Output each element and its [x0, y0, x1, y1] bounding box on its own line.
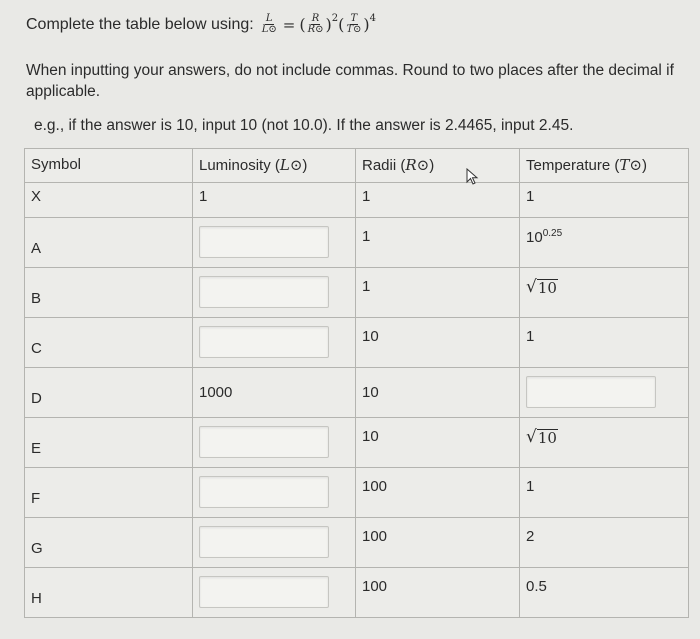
table-row [25, 368, 689, 418]
luminosity-value: 1 [199, 188, 208, 205]
table-row [25, 318, 689, 368]
table-row [25, 268, 689, 318]
table-row [25, 418, 689, 468]
formula-r: R [311, 13, 320, 24]
luminosity-answer-input[interactable] [199, 576, 329, 608]
temperature-value: √ 10 [526, 277, 557, 297]
example-instructions: e.g., if the answer is 10, input 10 (not 10.0). If the answer is 2.4465, input 2.45. [34, 117, 574, 134]
row-symbol: D [31, 390, 42, 407]
row-symbol: X [31, 188, 42, 205]
formula-lsun: L⊙ [261, 24, 277, 35]
row-symbol: G [31, 540, 43, 557]
formula-t: T [350, 13, 358, 24]
radius-value: 1 [362, 278, 371, 295]
radius-value: 100 [362, 478, 388, 495]
row-symbol: H [31, 590, 42, 607]
temperature-value: 2 [526, 528, 535, 545]
formula-equals: = [282, 15, 296, 34]
instruction-formula-line [26, 14, 376, 35]
row-symbol: C [31, 340, 42, 357]
formula-r-power: 2 [331, 13, 339, 24]
radius-value: 100 [362, 528, 388, 545]
radius-value: 10 [362, 328, 379, 345]
header-symbol: Symbol [25, 149, 193, 183]
luminosity-formula: $\frac{L}{L⊙}$ = ( $\frac{R}{R⊙}$ ) $^2$ ( $\frac{T}{T⊙}$ ) $^4$ [261, 13, 377, 35]
temperature-value: 0.5 [526, 578, 547, 595]
mouse-pointer-icon [466, 168, 480, 191]
radius-value: 1 [362, 188, 371, 205]
luminosity-answer-input[interactable] [199, 526, 329, 558]
table-row [25, 518, 689, 568]
radius-value: 10 [362, 384, 379, 401]
formula-t-power: 4 [369, 13, 377, 24]
header-radii: Radii (R⊙) [356, 149, 520, 183]
table-row [25, 218, 689, 268]
table-header-row [25, 149, 689, 183]
temperature-value: 1 [526, 478, 535, 495]
luminosity-answer-input[interactable] [199, 276, 329, 308]
row-symbol: E [31, 440, 42, 457]
luminosity-answer-input[interactable] [199, 326, 329, 358]
temperature-value: $10^{0.25}$ [526, 228, 563, 246]
radius-value: 100 [362, 578, 388, 595]
input-instructions: When inputting your answers, do not include commas. Round to two places after the decimal if applicable. [26, 62, 674, 100]
instruction-text: Complete the table below using: [26, 15, 254, 33]
header-temperature: Temperature (T⊙) [520, 149, 689, 183]
luminosity-answer-input[interactable] [199, 226, 329, 258]
formula-l: L [265, 13, 273, 24]
row-symbol: A [31, 240, 42, 257]
table-row [25, 468, 689, 518]
star-properties-table [24, 148, 689, 618]
row-symbol: F [31, 490, 41, 507]
row-symbol: B [31, 290, 42, 307]
luminosity-answer-input[interactable] [199, 426, 329, 458]
temperature-value: √ 10 [526, 427, 557, 447]
radius-value: 10 [362, 428, 379, 445]
header-luminosity: Luminosity (L⊙) [193, 149, 356, 183]
table-row [25, 568, 689, 618]
temperature-value: 1 [526, 188, 535, 205]
sqrt-symbol: √ [526, 427, 537, 447]
formula-rsun: R⊙ [307, 24, 324, 35]
radius-value: 1 [362, 228, 371, 245]
sqrt-symbol: √ [526, 277, 537, 297]
luminosity-value: 1000 [199, 384, 233, 401]
luminosity-answer-input[interactable] [199, 476, 329, 508]
table-row [25, 183, 689, 218]
formula-tsun: T⊙ [346, 24, 362, 35]
temperature-value: 1 [526, 328, 535, 345]
temperature-answer-input[interactable] [526, 376, 656, 408]
